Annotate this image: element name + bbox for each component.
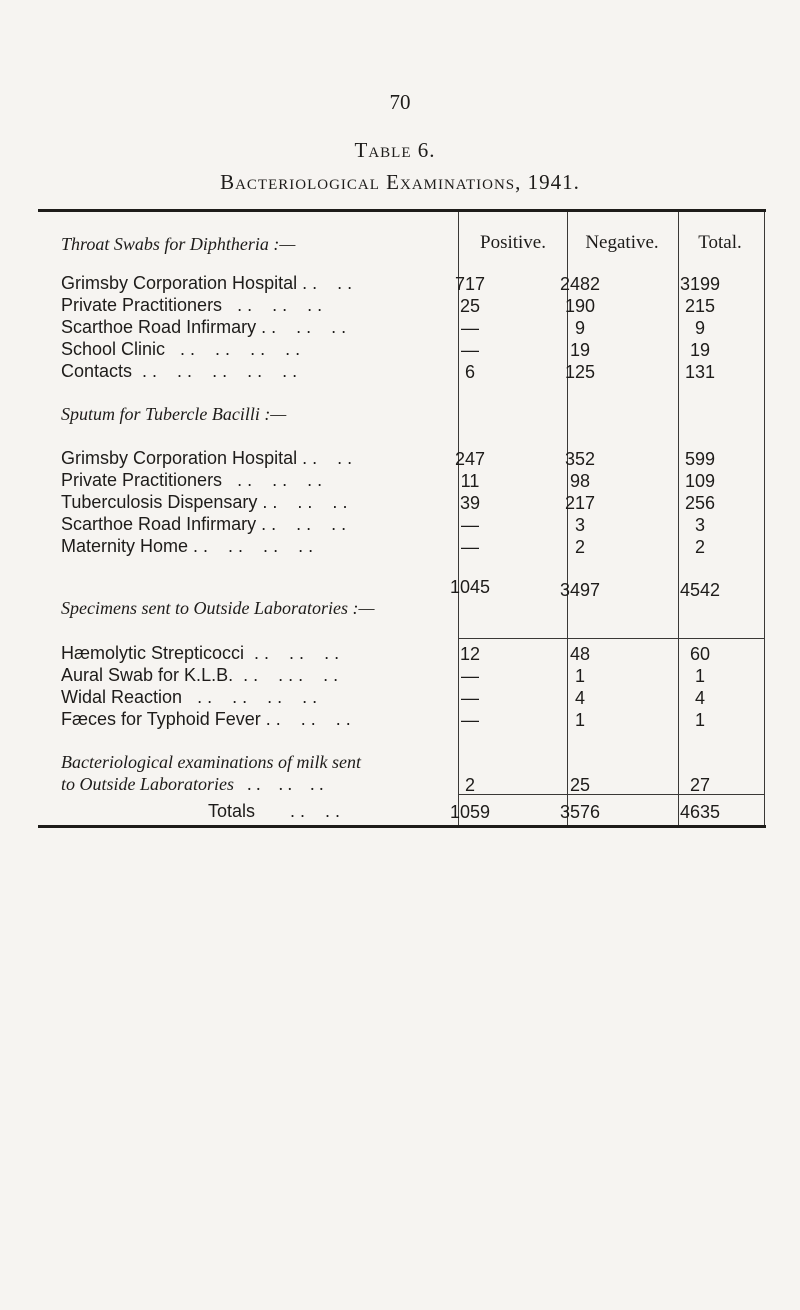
- negative-value: 217: [564, 493, 596, 513]
- negative-value: 98: [569, 471, 591, 491]
- total-value: 3199: [679, 274, 721, 294]
- row-label: Scarthoe Road Infirmary . . . . . .: [61, 514, 347, 534]
- total-value: 599: [684, 449, 716, 469]
- positive-value: 717: [454, 274, 486, 294]
- positive-value: —: [461, 515, 479, 535]
- row-label: Grimsby Corporation Hospital . . . .: [61, 448, 353, 468]
- row-label: Hæmolytic Strepticocci . . . . . .: [61, 643, 340, 663]
- total-value: 19: [689, 340, 711, 360]
- totals-total: 4635: [679, 802, 721, 822]
- section-heading: Sputum for Tubercle Bacilli :—: [61, 404, 287, 424]
- positive-value: —: [461, 666, 479, 686]
- total-value: 9: [694, 318, 705, 338]
- totals-label: Totals . . . .: [208, 801, 341, 821]
- total-value: 3: [694, 515, 705, 535]
- total-value: 1: [694, 710, 705, 730]
- row-label: Scarthoe Road Infirmary . . . . . .: [61, 317, 347, 337]
- subtotal-positive: 1045: [449, 577, 491, 597]
- row-label: Contacts . . . . . . . . . .: [61, 361, 298, 381]
- column-header-negative: Negative.: [585, 232, 659, 253]
- positive-value: 12: [459, 644, 481, 664]
- negative-value: 9: [574, 318, 585, 338]
- positive-value: 11: [460, 471, 480, 491]
- negative-value: 1: [574, 710, 585, 730]
- page-number: 70: [389, 90, 411, 114]
- row-label: Grimsby Corporation Hospital . . . .: [61, 273, 353, 293]
- subtotal-total: 4542: [679, 580, 721, 600]
- negative-value: 19: [569, 340, 591, 360]
- positive-value: 6: [464, 362, 475, 382]
- total-value: 109: [684, 471, 716, 491]
- negative-value: 25: [569, 775, 591, 795]
- positive-value: —: [461, 710, 479, 730]
- subtotal-negative: 3497: [559, 580, 601, 600]
- negative-value: 1: [574, 666, 585, 686]
- bottom-rule: [38, 825, 766, 828]
- negative-value: 2: [574, 537, 585, 557]
- negative-value: 2482: [559, 274, 601, 294]
- negative-value: 352: [564, 449, 596, 469]
- positive-value: —: [461, 537, 479, 557]
- totals-negative: 3576: [559, 802, 601, 822]
- total-value: 4: [694, 688, 705, 708]
- total-value: 215: [684, 296, 716, 316]
- column-header-positive: Positive.: [480, 232, 546, 253]
- top-rule: [38, 209, 766, 212]
- total-value: 27: [689, 775, 711, 795]
- positive-value: —: [461, 688, 479, 708]
- negative-value: 4: [574, 688, 585, 708]
- row-label: School Clinic . . . . . . . .: [61, 339, 301, 359]
- positive-value: 2: [464, 775, 475, 795]
- row-label: Tuberculosis Dispensary . . . . . .: [61, 492, 348, 512]
- subtotal-rule: [458, 638, 764, 639]
- total-value: 2: [694, 537, 705, 557]
- row-label: Aural Swab for K.L.B. . . . . . . .: [61, 665, 339, 685]
- negative-value: 48: [569, 644, 591, 664]
- negative-value: 125: [564, 362, 596, 382]
- totals-positive: 1059: [449, 802, 491, 822]
- table-title: Table 6.: [354, 138, 436, 162]
- column-header-total: Total.: [698, 232, 742, 253]
- negative-value: 190: [564, 296, 596, 316]
- negative-value: 3: [574, 515, 585, 535]
- section-heading-line2: to Outside Laboratories . . . . . .: [61, 774, 325, 794]
- section-heading: Throat Swabs for Diphtheria :—: [61, 234, 296, 254]
- row-label: Private Practitioners . . . . . .: [61, 295, 323, 315]
- positive-value: —: [461, 340, 479, 360]
- section-heading: Specimens sent to Outside Laboratories :—: [61, 598, 375, 618]
- positive-value: 39: [459, 493, 481, 513]
- row-label: Fæces for Typhoid Fever . . . . . .: [61, 709, 351, 729]
- column-divider: [764, 212, 765, 825]
- positive-value: —: [461, 318, 479, 338]
- row-label: Maternity Home . . . . . . . .: [61, 536, 314, 556]
- positive-value: 25: [459, 296, 481, 316]
- total-value: 256: [684, 493, 716, 513]
- total-value: 60: [689, 644, 711, 664]
- total-value: 131: [684, 362, 716, 382]
- table-subtitle: Bacteriological Examinations, 1941.: [220, 170, 580, 194]
- row-label: Widal Reaction . . . . . . . .: [61, 687, 318, 707]
- total-value: 1: [694, 666, 705, 686]
- section-heading: Bacteriological examinations of milk sent: [61, 752, 361, 772]
- row-label: Private Practitioners . . . . . .: [61, 470, 323, 490]
- positive-value: 247: [454, 449, 486, 469]
